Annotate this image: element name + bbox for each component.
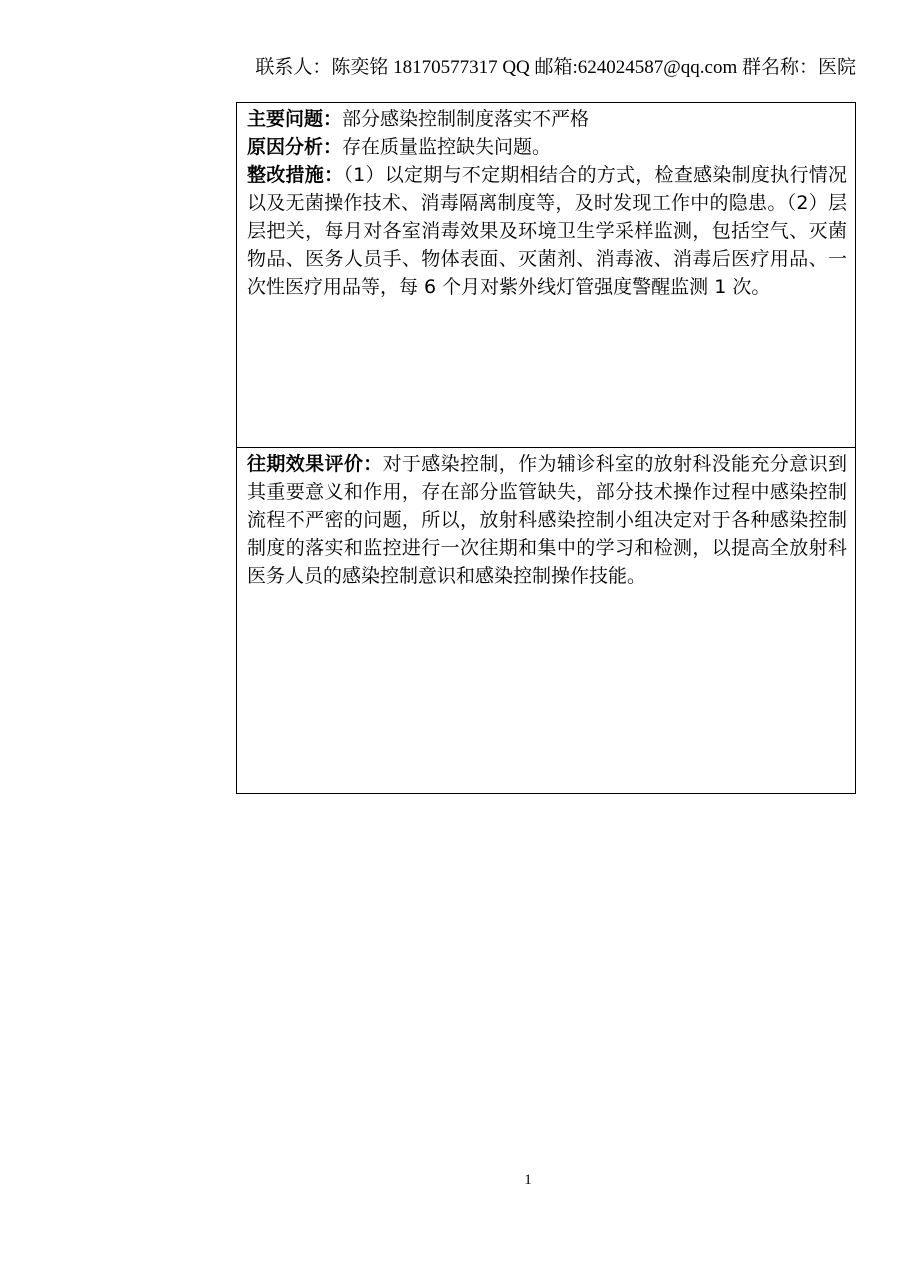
effect-evaluation-cell — [237, 448, 855, 793]
main-problem-text: 部分感染控制制度落实不严格 — [342, 108, 590, 130]
rectification-table — [236, 102, 856, 794]
contact-header: 联系人：陈奕铭 18170577317 QQ 邮箱:624024587@qq.com 群名称：医院 — [255, 57, 856, 78]
effect-evaluation-label: 往期效果评价： — [247, 453, 383, 475]
effect-evaluation-text: 对于感染控制，作为辅诊科室的放射科没能充分意识到其重要意义和作用，存在部分监管缺失，部分技术操作过程中感染控制流程不严密的问题，所以，放射科感染控制小组决定对于各种感染控制制度的落实和监控进行一次往期和集中的学习和检测，以提高全放射科医务人员的感染控制意识和感染控制操作技能。 — [247, 453, 847, 587]
cause-analysis-line — [247, 133, 847, 161]
rectification-measures-label: 整改措施： — [247, 164, 344, 186]
problem-analysis-cell — [237, 103, 855, 448]
cause-analysis-label: 原因分析： — [247, 136, 343, 158]
main-problem-line — [247, 105, 847, 133]
main-problem-label: 主要问题： — [247, 108, 343, 130]
rectification-measures-text: （1）以定期与不定期相结合的方式，检查感染制度执行情况以及无菌操作技术、消毒隔离制度等，及时发现工作中的隐患。（2）层层把关，每月对各室消毒效果及环境卫生学采样监测，包括空气、灭菌物品、医务人员手、物体表面、灭菌剂、消毒液、消毒后医疗用品、一次性医疗用品等，每 6 个月对紫外线灯管强度警醒监测 1 次。 — [247, 164, 847, 298]
rectification-measures-line — [247, 161, 847, 301]
cause-analysis-text: 存在质量监控缺失问题。 — [342, 136, 552, 158]
effect-evaluation-line — [247, 450, 847, 590]
page-number: 1 — [524, 1172, 532, 1188]
